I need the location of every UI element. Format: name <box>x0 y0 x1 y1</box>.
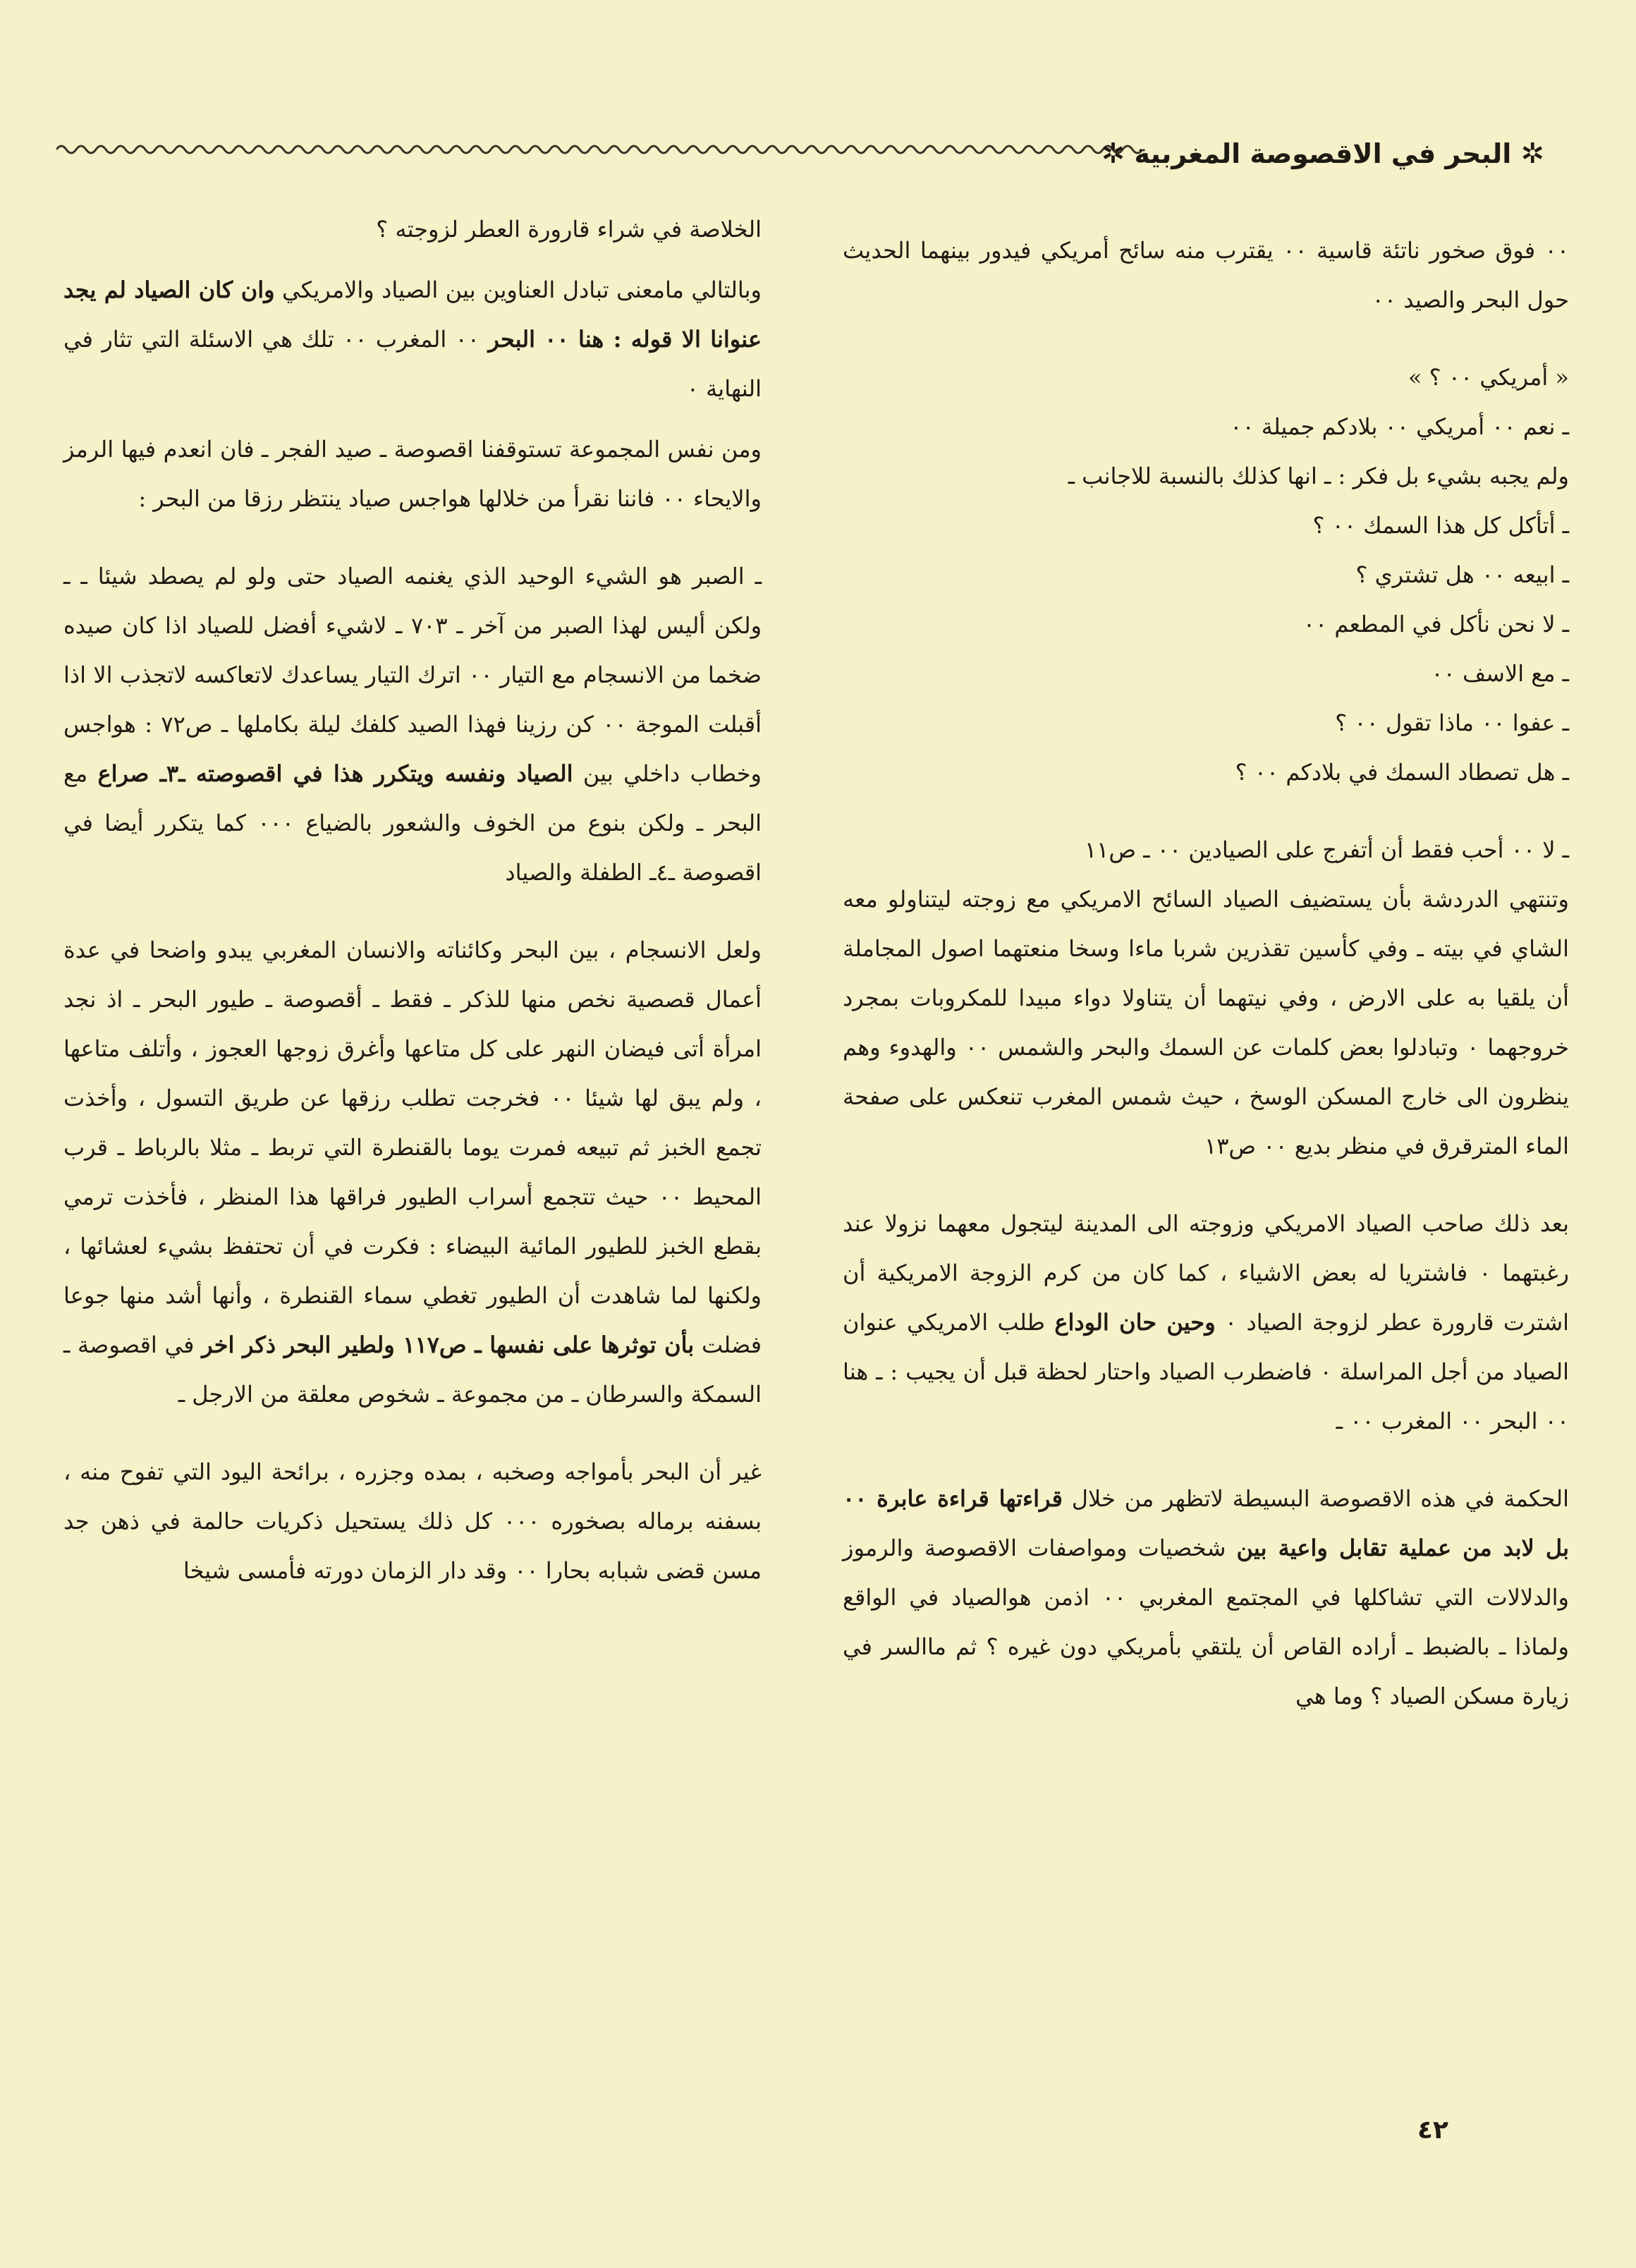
dialogue-line: ـ عفوا ٠٠ ماذا تقول ٠٠ ؟ <box>1335 709 1569 736</box>
bold-text-run: قراءتها قراءة عابرة ٠٠ بل لابد من عملية تقابل واعية بين <box>843 1485 1570 1561</box>
page-number: ٤٢ <box>1417 2116 1448 2145</box>
paragraph: وتنتهي الدردشة بأن يستضيف الصياد السائح الامريكي مع زوجته ليتناولو معه الشاي في بيته ـ وفي كأسين تقذرين شربا ماءا وسخا منعتهما اصول المجاملة أن يلقيا به على الارض ، وفي نيتهما أن يتناولا دواء مبيدا للمكروبات بمجرد خروجهما ٠ وتبادلوا بعض كلمات عن السمك والبحر والشمس ٠٠ والهدوء وهم ينظرون الى خارج المسكن الوسخ ، حيث شمس المغرب تنعكس على صفحة الماء المترقرق في منظر بديع ٠٠ ص١٣ <box>843 886 1570 1159</box>
page-header <box>56 138 1544 187</box>
bold-text-run: الصياد ونفسه ويتكرر هذا في اقصوصته ـ٣ـ صراع <box>97 760 573 787</box>
paragraph <box>63 925 762 1419</box>
dialogue-line: ـ مع الاسف ٠٠ <box>1431 660 1569 687</box>
section-title <box>1101 138 1544 170</box>
star-ornament-icon: ✲ <box>1520 138 1544 170</box>
section-title-text: البحر في الاقصوصة المغربية <box>1134 138 1512 169</box>
left-column <box>63 205 762 1623</box>
dialogue-line: ـ لا نحن نأكل في المطعم ٠٠ <box>1302 611 1569 638</box>
paragraph: الخلاصة في شراء قارورة العطر لزوجته ؟ <box>376 216 762 243</box>
paragraph: ومن نفس المجموعة تستوقفنا اقصوصة ـ صيد الفجر ـ فان انعدم فيها الرمز والايحاء ٠٠ فاننا نقرأ من خلالها هواجس صياد ينتظر رزقا من البحر : <box>63 436 762 512</box>
star-ornament-icon: ✲ <box>1101 138 1125 170</box>
dialogue-line: ـ هل تصطاد السمك في بلادكم ٠٠ ؟ <box>1235 759 1569 786</box>
dialogue-line: ـ أتأكل كل هذا السمك ٠٠ ؟ <box>1312 512 1569 539</box>
dialogue-line: ـ ابيعه ٠٠ هل تشتري ؟ <box>1355 561 1569 588</box>
paragraph <box>843 1199 1569 1446</box>
text-run: مع البحر ـ ولكن بنوع من الخوف والشعور بالضياع ٠٠٠ كما يتكرر أيضا في اقصوصة ـ٤ـ الطفلة والصياد <box>63 760 762 886</box>
text-run: طلب الامريكي عنوان الصياد من أجل المراسلة ٠ فاضطرب الصياد واحتار لحظة قبل أن يجيب : ـ هنا ٠٠ البحر ٠٠ المغرب ٠٠ ـ <box>843 1309 1569 1434</box>
dialogue-line: ـ نعم ٠٠ أمريكي ٠٠ بلادكم جميلة ٠٠ <box>1230 413 1569 440</box>
right-column <box>843 226 1569 1749</box>
text-run: شخصيات ومواصفات الاقصوصة والرموز والدلالات التي تشاكلها في المجتمع المغربي ٠٠ اذمن هوالصياد في الواقع ولماذا ـ بالضبط ـ أراده القاص أن يلتقي بأمريكي دون غيره ؟ ثم ماالسر في زيارة مسكن الصياد ؟ وما هي <box>843 1535 1570 1709</box>
wavy-divider <box>56 139 1149 160</box>
paragraph <box>843 1474 1569 1721</box>
dialogue-line: ـ لا ٠٠ أحب فقط أن أتفرج على الصيادين ٠٠ ـ ص١١ <box>1084 836 1569 863</box>
paragraph <box>63 551 762 897</box>
text-run: بعد ذلك صاحب الصياد الامريكي وزوجته الى المدينة ليتجول معهما نزولا عند رغبتهما ٠ فاشتريا له بعض الاشياء ، كما كان من كرم الزوجة الامريكية أن اشترت قارورة عطر لزوجة الصياد ٠ <box>843 1210 1570 1336</box>
text-run: وبالتالي مامعنى تبادل العناوين بين الصياد والامريكي <box>282 276 762 303</box>
dialogue-line: ولم يجبه بشيء بل فكر : ـ انها كذلك بالنسبة للاجانب ـ <box>1068 463 1569 489</box>
text-run: ـ الصبر هو الشيء الوحيد الذي يغنمه الصياد حتى ولو لم يصطد شيئا ـ ـ ولكن أليس لهذا الصبر من آخر ـ ٧٠٣ ـ لاشيء أفضل للصياد اذا كان صيده ضخما من الانسجام مع التيار ٠٠ اترك التيار يساعدك لاتعاكسه لاتجذب الا اذا أقبلت الموجة ٠٠ كن رزينا فهذا الصيد كلفك ليلة بكاملها ـ ص٧٢ : هواجس وخطاب داخلي بين <box>63 563 762 787</box>
bold-text-run: وان كان الصياد لم يجد عنوانا الا قوله : هنا ٠٠ البحر <box>63 276 762 353</box>
text-run: الحكمة في هذه الاقصوصة البسيطة لاتظهر من خلال <box>1071 1485 1570 1512</box>
bold-text-run: بأن توثرها على نفسها ـ ص١١٧ ولطير البحر ذكر اخر <box>202 1331 695 1358</box>
text-run: في اقصوصة ـ السمكة والسرطان ـ من مجموعة ـ شخوص معلقة من الارجل ـ <box>63 1331 762 1408</box>
dialogue-line: « أمريكي ٠٠ ؟ » <box>1408 364 1569 391</box>
paragraph: غير أن البحر بأمواجه وصخبه ، بمده وجزره ، برائحة اليود التي تفوح منه ، بسفنه برماله بصخوره ٠٠٠ كل ذلك يستحيل ذكريات حالمة في ذهن جد مسن قضى شبابه بحارا ٠٠ وقد دار الزمان دورته فأمسى شيخا <box>63 1458 762 1584</box>
bold-text-run: وحين حان الوداع <box>1054 1309 1216 1336</box>
text-run: ولعل الانسجام ، بين البحر وكائناته والانسان المغربي يبدو واضحا في عدة أعمال قصصية نخص منها للذكر ـ فقط ـ أقصوصة ـ طيور البحر ـ اذ نجد امرأة أتى فيضان النهر على كل متاعها وأغرق زوجها العجوز ، وأتلف متاعها ، ولم يبق لها شيئا ٠٠ فخرجت تطلب رزقها عن طريق التسول ، وأخذت تجمع الخبز ثم تبيعه فمرت يوما بالقنطرة التي تربط ـ مثلا بالرباط ـ قرب المحيط ٠٠ حيث تتجمع أسراب الطيور فراقها هذا المنظر ، فأخذت ترمي بقطع الخبز للطيور المائية البيضاء : فكرت في أن تحتفظ بشيء لعشائها ، ولكنها لما شاهدت أن الطيور تغطي سماء القنطرة ، وأنها أشد منها جوعا فضلت <box>63 937 762 1358</box>
paragraph <box>63 265 762 413</box>
paragraph: ٠٠ فوق صخور ناتئة قاسية ٠٠ يقترب منه سائح أمريكي فيدور بينهما الحديث حول البحر والصيد ٠٠ <box>843 237 1570 313</box>
text-run: ٠٠ المغرب ٠٠ تلك هي الاسئلة التي تثار في النهاية ٠ <box>63 326 762 402</box>
